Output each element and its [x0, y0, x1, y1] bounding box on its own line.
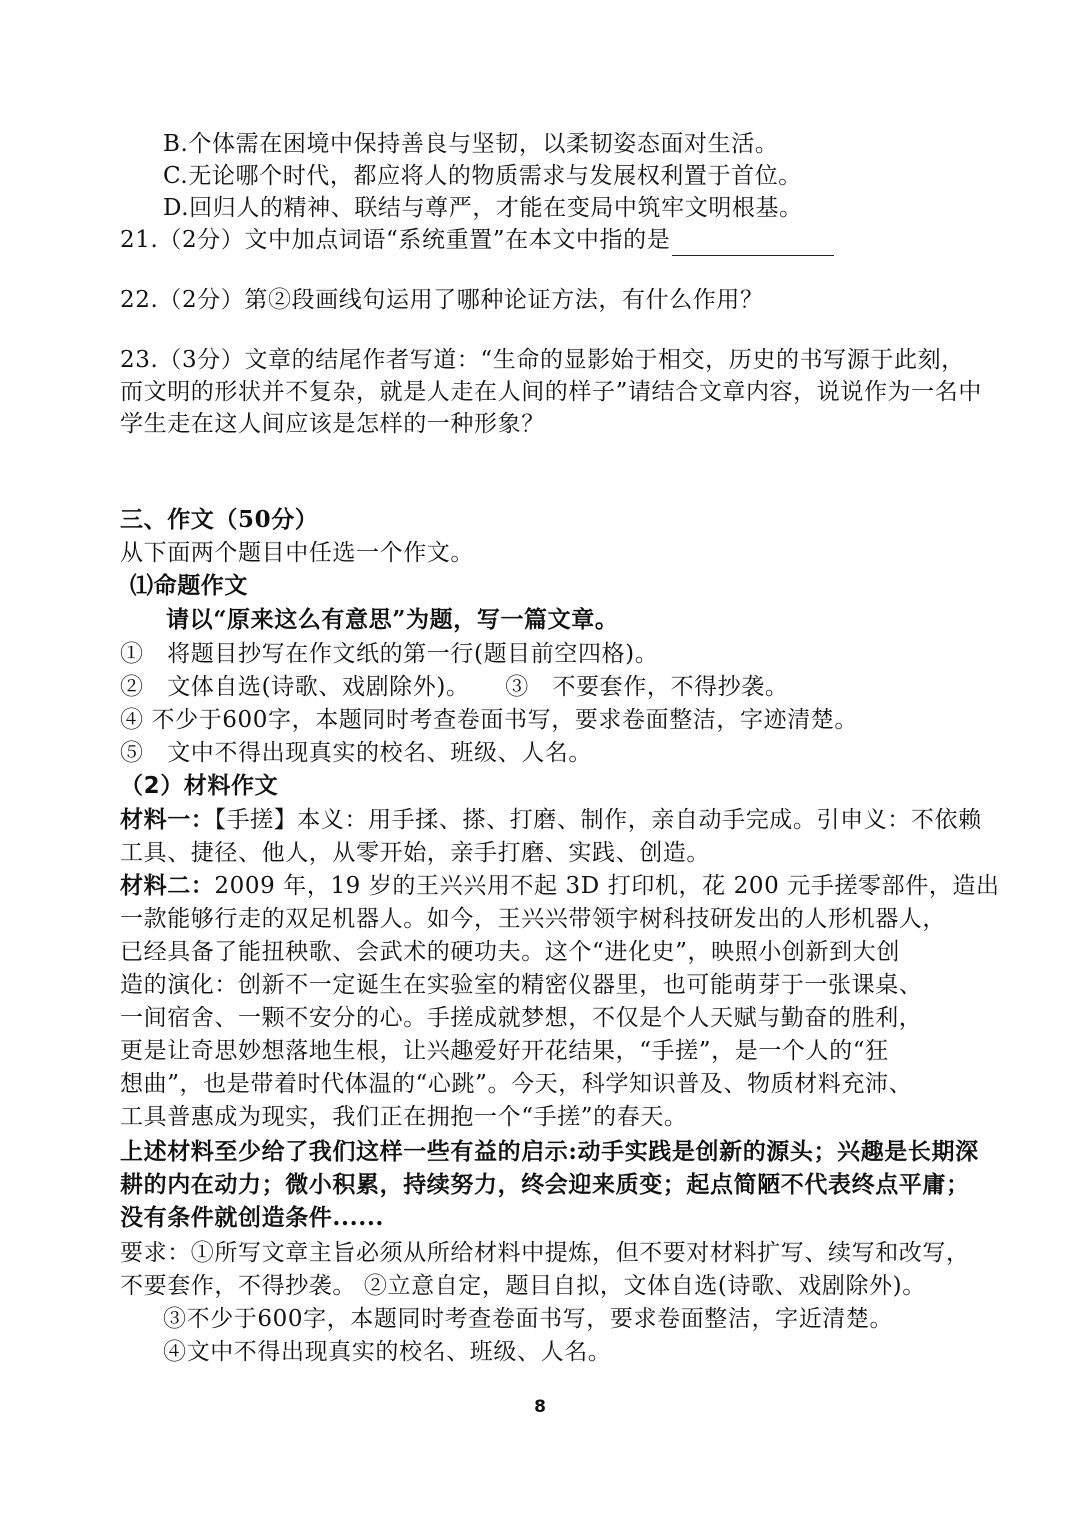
essay-intro: 从下面两个题目中任选一个作文。 [120, 540, 474, 566]
page-number: 8 [534, 1397, 546, 1417]
material-1-text: 【手搓】本义：用手揉、搽、打磨、制作，亲自动手完成。引申义：不依赖 [214, 807, 982, 833]
essay-section-title: 三、作文（50分） [120, 506, 319, 533]
material-1-label: 材料一： [120, 806, 215, 833]
option-b: B.个体需在困境中保持善良与坚韧，以柔韧姿态面对生活。 [163, 131, 779, 157]
material-2-line-7: 想曲”，也是带着时代体温的“心跳”。今天，科学知识普及、物质材料充沛、 [120, 1071, 913, 1097]
part1-requirement-2: ② 文体自选(诗歌、戏剧除外)。 ③ 不要套作，不得抄袭。 [120, 674, 789, 700]
question-21 [120, 224, 834, 256]
material-2-line-2: 一款能够行走的双足机器人。如今，王兴兴带领宇树科技研发出的人形机器人， [120, 906, 946, 932]
question-23-line-3: 学生走在这人间应该是怎样的一种形象？ [120, 411, 545, 437]
part2-heading: （2）材料作文 [120, 773, 279, 799]
insight-line-1: 上述材料至少给了我们这样一些有益的启示:动手实践是创新的源头；兴趣是长期深 [120, 1138, 979, 1165]
part1-requirement-4: ⑤ 文中不得出现真实的校名、班级、人名。 [120, 740, 592, 766]
insight-line-3: 没有条件就创造条件...... [120, 1204, 385, 1231]
material-2-line-4: 造的演化：创新不一定诞生在实验室的精密仪器里，也可能萌芽于一张课桌、 [120, 972, 923, 998]
question-23-line-2: 而文明的形状并不复杂，就是人走在人间的样子”请结合文章内容，说说作为一名中 [120, 379, 982, 405]
material-1-line-1 [120, 804, 982, 836]
material-2-line-6: 更是让奇思妙想落地生根，让兴趣爱好开花结果，“手搓”，是一个人的“狂 [120, 1038, 889, 1064]
part2-requirement-line-3: ③不少于600字，本题同时考查卷面书写，要求卷面整洁，字近清楚。 [163, 1306, 894, 1332]
part1-prompt: 请以“原来这么有意思”为题，写一篇文章。 [166, 606, 619, 633]
material-2-line-8: 工具普惠成为现实，我们正在拥抱一个“手搓”的春天。 [120, 1104, 688, 1130]
material-2-text: 2009 年，19 岁的王兴兴用不起 3D 打印机，花 200 元手搓零部件，造出 [214, 873, 1000, 899]
material-2-label: 材料二： [120, 872, 215, 899]
part2-requirement-line-1: 要求：①所写文章主旨必须从所给材料中提炼，但不要对材料扩写、续写和改写， [120, 1240, 970, 1266]
material-2-line-3: 已经具备了能扭秧歌、会武术的硬功夫。这个“进化史”，映照小创新到大创 [120, 939, 900, 965]
material-2-line-1 [120, 870, 1000, 902]
question-22: 22.（2分）第②段画线句运用了哪种论证方法，有什么作用？ [120, 287, 764, 313]
option-d: D.回归人的精神、联结与尊严，才能在变局中筑牢文明根基。 [163, 195, 803, 221]
part1-heading: ⑴命题作文 [130, 573, 248, 599]
part1-requirement-1: ① 将题目抄写在作文纸的第一行(题目前空四格)。 [120, 641, 659, 667]
question-21-text: 21.（2分）文中加点词语“系统重置”在本文中指的是 [120, 227, 671, 253]
part2-requirement-line-2: 不要套作，不得抄袭。 ②立意自定，题目自拟，文体自选(诗歌、戏剧除外)。 [120, 1273, 926, 1299]
question-23-line-1: 23.（3分）文章的结尾作者写道：“生命的显影始于相交，历史的书写源于此刻， [120, 347, 965, 373]
material-1-line-2: 工具、捷径、他人，从零开始，亲手打磨、实践、创造。 [120, 840, 710, 866]
insight-line-2: 耕的内在动力；微小积累，持续努力，终会迎来质变；起点简陋不代表终点平庸； [120, 1171, 970, 1198]
part2-requirement-line-4: ④文中不得出现真实的校名、班级、人名。 [163, 1339, 612, 1365]
option-c: C.无论哪个时代，都应将人的物质需求与发展权利置于首位。 [163, 163, 802, 189]
material-2-line-5: 一间宿舍、一颗不安分的心。手搓成就梦想，不仅是个人天赋与勤奋的胜利， [120, 1005, 923, 1031]
answer-blank [672, 231, 834, 256]
part1-requirement-3: ④ 不少于600字，本题同时考查卷面书写，要求卷面整洁，字迹清楚。 [120, 707, 859, 733]
